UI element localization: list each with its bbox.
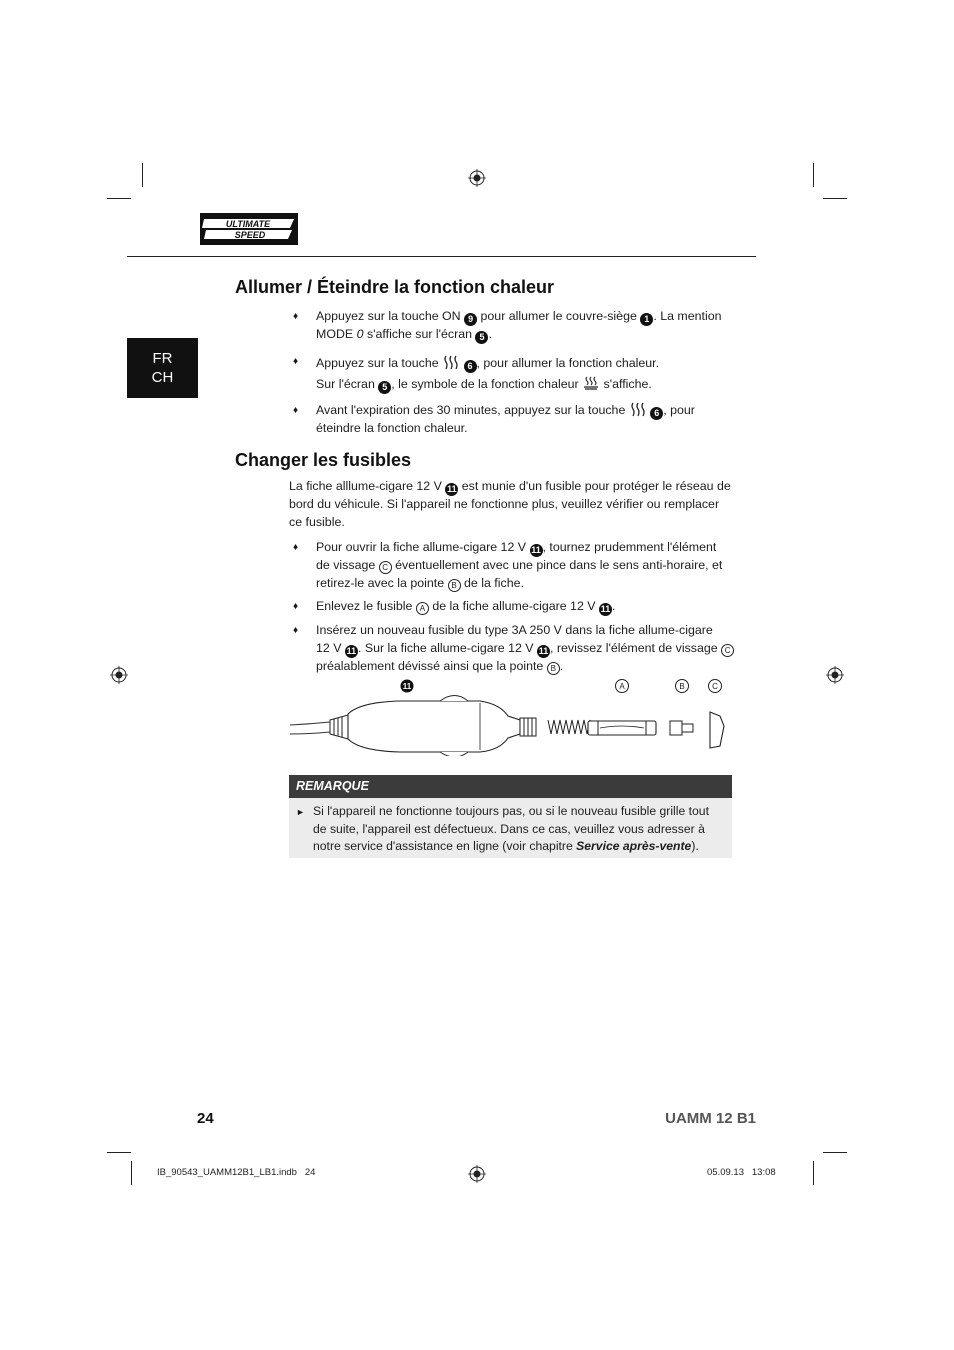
bullet-icon: ♦ <box>293 311 299 322</box>
heat-function-icon <box>582 376 600 391</box>
figure-label-fuse: A <box>619 682 625 691</box>
section1-title: Allumer / Éteindre la fonction chaleur <box>235 277 555 297</box>
ref-badge: 11 <box>346 645 357 656</box>
header-rule <box>127 256 756 257</box>
section2-item3: Insérez un nouveau fusible du type 3A 250 V dans la fiche allume-cigare 12 V 11 . Sur la fiche allume-cigare 12 V 11 , revissez l'élément de vissage C préalablement dévissé ainsi que la pointe B . <box>316 622 736 675</box>
crop-mark <box>107 1152 131 1153</box>
figure-label-screw: C <box>712 682 718 691</box>
note-chapter-ref: Service après-vente <box>576 839 692 853</box>
slug-date: 05.09.13 13:08 <box>707 1167 776 1178</box>
mode-symbol: 0 <box>356 327 364 341</box>
registration-mark-icon <box>826 666 844 684</box>
section2-item2: Enlevez le fusible A de la fiche allume-cigare 12 V 11 . <box>316 599 616 614</box>
brand-line1: ULTIMATE <box>225 219 271 229</box>
section2-intro: La fiche alllume-cigare 12 V 11 est munie d'un fusible pour protéger le réseau de bord du véhicule. Si l'appareil ne fonctionne plus, veuillez vérifier ou remplacer ce fusible. <box>289 479 731 529</box>
crop-mark <box>142 163 143 187</box>
registration-mark-icon <box>468 1165 486 1183</box>
ref-badge: 11 <box>531 545 541 555</box>
bullet-icon: ♦ <box>293 542 299 553</box>
bullet-icon: ♦ <box>293 405 299 416</box>
registration-mark-icon <box>110 666 128 684</box>
language-tab-line2: CH <box>151 369 174 386</box>
model-number: UAMM 12 B1 <box>665 1110 756 1127</box>
crop-mark <box>823 1152 847 1153</box>
bullet-icon: ♦ <box>293 625 299 636</box>
crop-mark <box>813 1161 814 1185</box>
ref-badge: 11 <box>538 645 549 656</box>
figure-label-tip: B <box>679 682 685 691</box>
ref-badge: 11 <box>447 484 457 494</box>
note-title: REMARQUE <box>289 775 732 798</box>
language-tab-line1: FR <box>152 350 173 367</box>
crop-mark <box>131 1161 132 1185</box>
ref-badge: 9 <box>464 313 477 326</box>
ref-badge: 6 <box>650 407 663 420</box>
ref-badge: 5 <box>378 381 391 394</box>
section1-item1: Appuyez sur la touche ON 9 pour allumer le couvre-siège 1 . La mention MODE 0 s'affiche sur l'écran 5 . <box>316 309 722 342</box>
bullet-icon: ♦ <box>293 601 299 612</box>
section2-title: Changer les fusibles <box>235 450 412 470</box>
registration-mark-icon <box>468 169 486 187</box>
page-number: 24 <box>197 1110 214 1127</box>
letter-badge: C <box>379 561 392 574</box>
section2-item1: Pour ouvrir la fiche allume-cigare 12 V 11 , tournez prudemment l'élément de vissage C éventuellement avec une pince dans le sens anti-horaire, et retirez-le avec la pointe B de la fiche. <box>316 540 723 590</box>
bullet-icon: ♦ <box>293 356 299 367</box>
arrow-bullet-icon: ► <box>296 807 305 817</box>
letter-badge: C <box>721 644 734 657</box>
heat-button-icon <box>629 402 647 417</box>
ref-badge: 5 <box>475 331 488 344</box>
letter-badge: A <box>416 602 429 615</box>
section1-item2: Appuyez sur la touche 6 , pour allumer la fonction chaleur. Sur l'écran 5 , le symbole de la fonction chaleur s'affiche. <box>316 356 660 392</box>
section1-item3: Avant l'expiration des 30 minutes, appuyez sur la touche 6 , pour éteindre la fonction chaleur. <box>316 403 695 435</box>
heat-button-icon <box>442 355 460 370</box>
ref-badge: 11 <box>600 604 611 614</box>
slug-file: IB_90543_UAMM12B1_LB1.indb 24 <box>157 1167 316 1178</box>
crop-mark <box>823 198 847 199</box>
crop-mark <box>107 198 131 199</box>
figure-label-plug: 11 <box>402 682 412 691</box>
note-text: Si l'appareil ne fonctionne toujours pas, ou si le nouveau fusible grille tout de suite, l'appareil est défectueux. Dans ce cas, veuillez vous adresser à notre service d'assistance en ligne (voir chapitre Service après-vente). <box>313 804 709 853</box>
brand-logo <box>200 213 298 245</box>
letter-badge: B <box>448 579 461 592</box>
language-tab <box>127 338 198 398</box>
cigarette-plug-figure <box>290 676 736 756</box>
brand-line2: SPEED <box>234 230 266 240</box>
ref-badge: 1 <box>640 313 653 326</box>
crop-mark <box>813 163 814 187</box>
note-body <box>289 798 732 858</box>
ref-badge: 6 <box>464 360 477 373</box>
letter-badge: B <box>547 662 560 675</box>
